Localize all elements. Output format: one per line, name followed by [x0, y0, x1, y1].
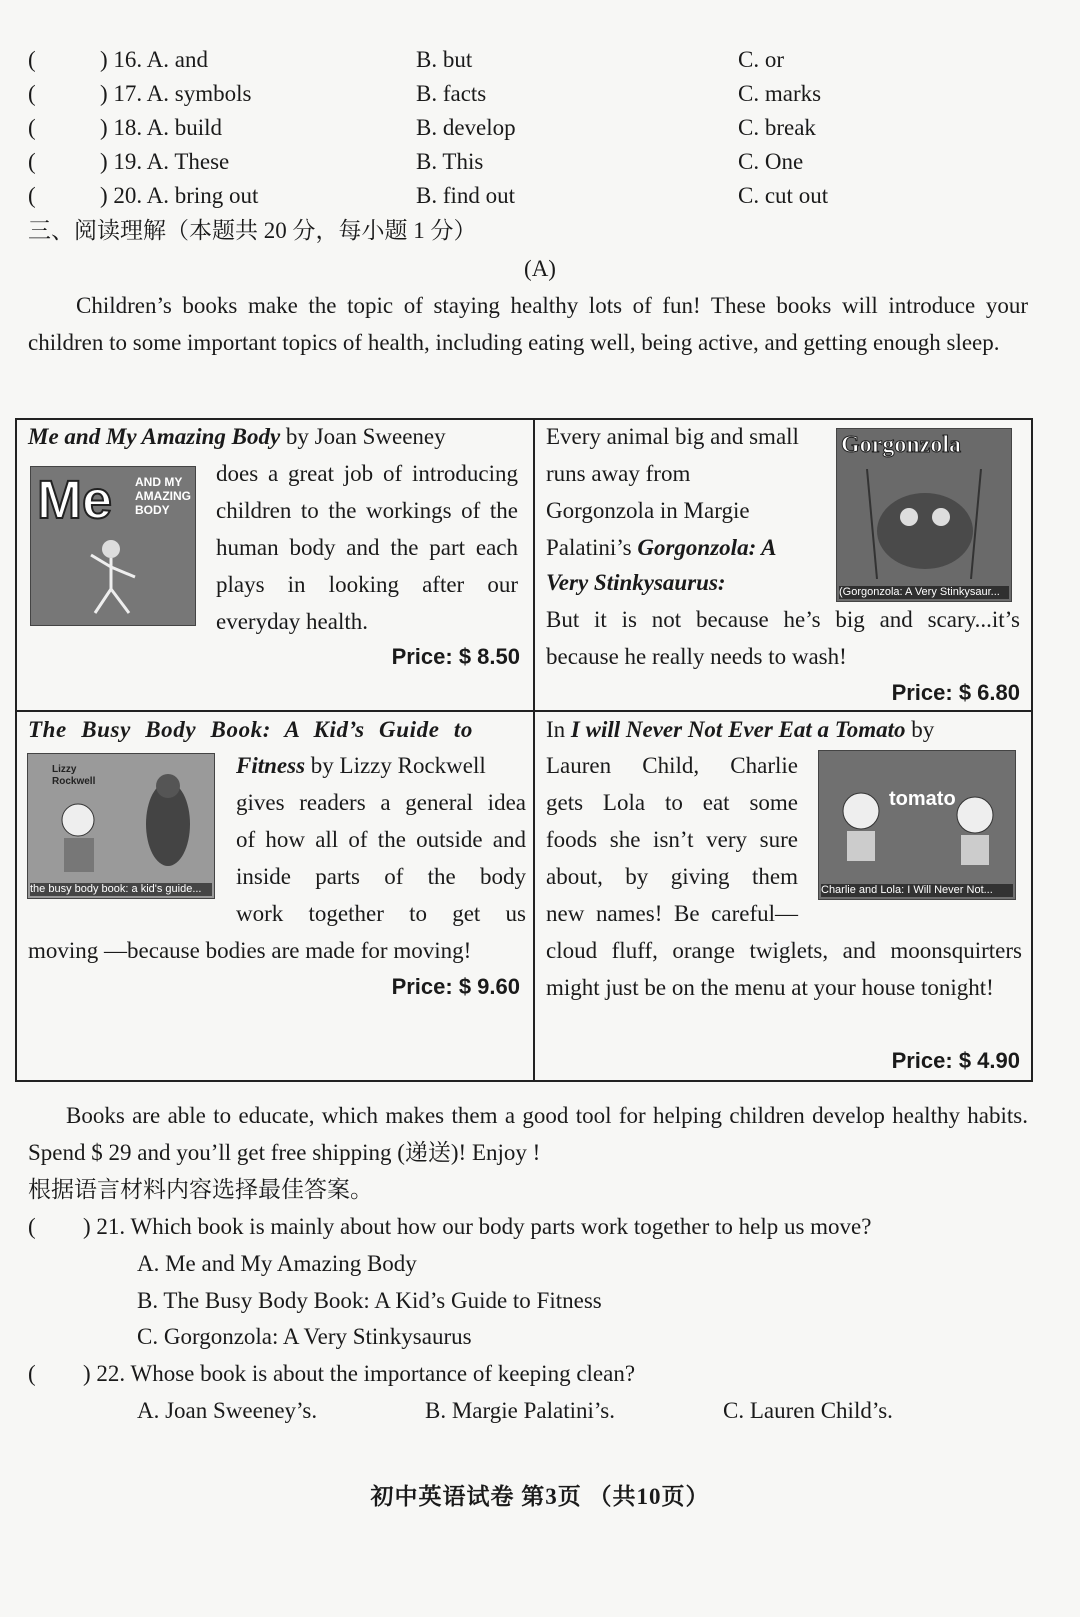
text-line	[546, 418, 836, 455]
option-b[interactable]: B. find out	[416, 183, 516, 208]
option-b[interactable]: B. but	[416, 47, 473, 72]
option-a[interactable]: A. Joan Sweeney’s.	[137, 1398, 318, 1423]
cover-title: tomato	[889, 788, 956, 810]
answer-blank[interactable]: (	[28, 115, 36, 140]
cloze-option-row	[28, 75, 1048, 109]
book-cover-busy-body-image	[27, 753, 215, 899]
text-line	[546, 455, 836, 492]
cloze-option-row	[28, 143, 1048, 177]
text-line: gets Lola to eat some	[546, 790, 798, 815]
text-line	[546, 529, 836, 566]
option-c[interactable]: C. Gorgonzola: A Very Stinkysaurus	[137, 1324, 472, 1349]
option-c[interactable]: C. marks	[738, 81, 822, 106]
book-author: by Lizzy Rockwell	[305, 753, 486, 778]
option-a[interactable]: ) 18. A. build	[100, 115, 223, 140]
instruction: 根据语言材料内容选择最佳答案。	[28, 1177, 373, 1202]
book-busy-body-title	[28, 711, 533, 748]
text-span: Every animal big and small	[546, 424, 799, 449]
book-title: I will Never Not Ever Eat a Tomato	[570, 717, 906, 742]
text-line: Lauren Child, Charlie	[546, 753, 798, 778]
book-description	[546, 601, 1020, 675]
cover-caption: (Gorgonzola: A Very Stinkysaur...	[839, 586, 1009, 599]
book-description-rest	[546, 932, 1022, 1006]
answer-blank[interactable]: (	[28, 47, 36, 72]
question-text: ) 22. Whose book is about the importance of keeping clean?	[83, 1361, 636, 1386]
book-price: Price: $ 8.50	[391, 644, 520, 669]
book-description	[236, 747, 526, 932]
option-c[interactable]: C. cut out	[738, 183, 829, 208]
option-a[interactable]: ) 20. A. bring out	[100, 183, 259, 208]
book-title-part: Fitness	[236, 753, 306, 778]
answer-blank[interactable]: (	[28, 1361, 36, 1386]
text-line: about, by giving them	[546, 864, 798, 889]
book-description	[216, 455, 518, 640]
page-footer: 初中英语试卷 第3页 （共10页）	[370, 1484, 710, 1509]
cloze-option-row	[28, 109, 1048, 143]
cover-author: Lizzy Rockwell	[52, 764, 96, 787]
cover-title: Me	[37, 470, 113, 530]
answer-blank[interactable]: (	[28, 81, 36, 106]
text-line: everyday health.	[216, 609, 368, 634]
book-gorgonzola-intro	[546, 418, 836, 566]
option-c[interactable]: C. or	[738, 47, 784, 72]
text-line: new names! Be careful—	[546, 901, 798, 926]
book-cover-me-image	[30, 466, 196, 626]
book-tomato-title	[546, 711, 1022, 748]
option-a[interactable]: ) 19. A. These	[100, 149, 230, 174]
book-title: Me and My Amazing Body	[28, 424, 281, 449]
book-gorgonzola-title-line	[546, 564, 836, 601]
cover-subtitle: AND MY AMAZING BODY	[135, 475, 191, 517]
option-b[interactable]: B. The Busy Body Book: A Kid’s Guide to Fitness	[137, 1288, 602, 1313]
book-me-and-my-amazing-body	[28, 418, 518, 455]
intro-paragraph: Children’s books make the topic of staying healthy lots of fun! These books will introduce your children to some important topics of health, including eating well, being active, and getting enough sleep.	[28, 293, 1028, 355]
option-a[interactable]: ) 17. A. symbols	[100, 81, 252, 106]
book-cover-gorgonzola-image	[836, 428, 1012, 602]
cover-caption: Charlie and Lola: I Will Never Not...	[821, 884, 1013, 897]
cover-title: Gorgonzola	[841, 432, 961, 458]
book-description-last-line: moving —because bodies are made for moving!	[28, 938, 472, 963]
text-line: work together to get us	[236, 901, 526, 926]
cover-caption: the busy body book: a kid's guide...	[30, 883, 212, 896]
answer-blank[interactable]: (	[28, 149, 36, 174]
option-c[interactable]: C. break	[738, 115, 816, 140]
option-b[interactable]: B. facts	[416, 81, 487, 106]
book-price: Price: $ 4.90	[891, 1048, 1020, 1073]
book-title-part: Very Stinkysaurus:	[546, 570, 726, 595]
kids-fitness-icon	[38, 774, 208, 884]
text-line: gives readers a general idea	[236, 790, 526, 815]
option-c[interactable]: C. Lauren Child’s.	[723, 1398, 893, 1423]
text-by: by	[905, 717, 935, 742]
section-title: 三、阅读理解（本题共 20 分，每小题 1 分）	[28, 218, 477, 243]
book-text: But it is not because he’s big and scary...it’s because he really needs to wash!	[546, 607, 1020, 669]
text-line: foods she isn’t very sure	[546, 827, 798, 852]
book-title: The Busy Body Book: A Kid’s Guide to	[28, 717, 473, 742]
book-cover-tomato-image	[818, 750, 1016, 900]
skeleton-icon	[71, 537, 161, 617]
passage-label: (A)	[524, 256, 556, 281]
text-block: cloud fluff, orange twiglets, and moonsquirters might just be on the menu at your house tonight!	[546, 938, 1022, 1000]
option-b[interactable]: B. develop	[416, 115, 516, 140]
answer-blank[interactable]: (	[28, 183, 36, 208]
question-21	[28, 1208, 1048, 1245]
children-icon	[833, 771, 1003, 871]
text-line	[546, 492, 836, 529]
book-author: by Joan Sweeney	[280, 424, 446, 449]
question-22	[28, 1355, 1048, 1392]
book-description	[546, 747, 798, 932]
text-line: does a great job of introducing	[216, 461, 518, 486]
option-c[interactable]: C. One	[738, 149, 804, 174]
outro-paragraph: Books are able to educate, which makes them a good tool for helping children develop healthy habits. Spend $ 29 and you’ll get free shipping (递送)! Enjoy !	[28, 1103, 1028, 1165]
dinosaur-icon	[857, 469, 991, 579]
option-a[interactable]: A. Me and My Amazing Body	[137, 1251, 417, 1276]
text-line: children to the workings of the	[216, 498, 518, 523]
question-text: ) 21. Which book is mainly about how our body parts work together to help us move?	[83, 1214, 872, 1239]
text-span: Gorgonzola in Margie	[546, 498, 750, 523]
text-line: plays in looking after our	[216, 572, 518, 597]
text-line: inside parts of the body	[236, 864, 526, 889]
text-span: Palatini’s	[546, 535, 638, 560]
cloze-option-row	[28, 41, 1048, 75]
option-b[interactable]: B. This	[416, 149, 484, 174]
table-divider-vertical	[533, 418, 535, 1082]
option-b[interactable]: B. Margie Palatini’s.	[425, 1398, 615, 1423]
text-line: human body and the part each	[216, 535, 518, 560]
answer-blank[interactable]: (	[28, 1214, 36, 1239]
option-a[interactable]: ) 16. A. and	[100, 47, 208, 72]
book-price: Price: $ 9.60	[391, 974, 520, 999]
cloze-option-row	[28, 177, 1048, 211]
text-prefix: In	[546, 717, 571, 742]
text-line: of how all of the outside and	[236, 827, 526, 852]
book-title: Gorgonzola: A	[637, 535, 777, 560]
text-span: runs away from	[546, 461, 691, 486]
book-price: Price: $ 6.80	[891, 680, 1020, 705]
